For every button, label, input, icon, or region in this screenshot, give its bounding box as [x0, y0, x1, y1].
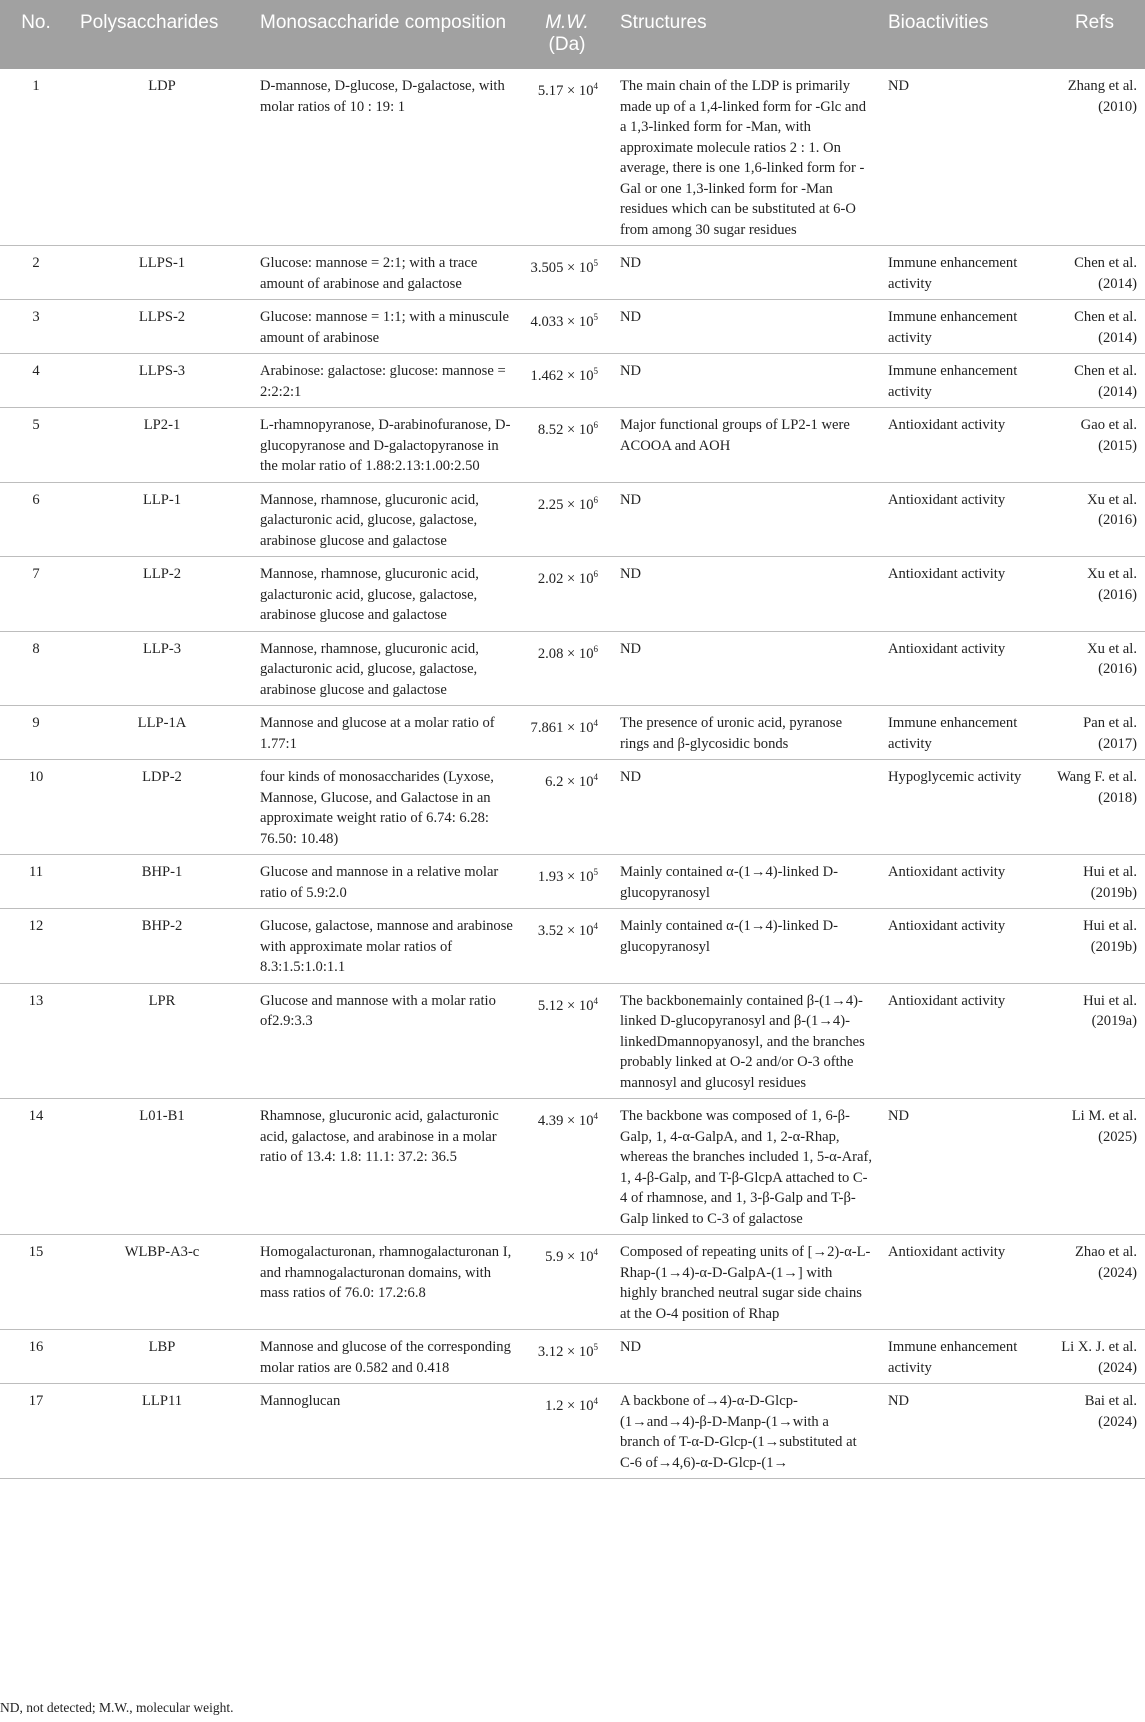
cell-structure: ND — [612, 631, 880, 706]
mw-exponent: 6 — [593, 643, 598, 654]
cell-no: 17 — [0, 1384, 72, 1479]
cell-bioactivity: Immune enhancement activity — [880, 246, 1044, 300]
mw-exponent: 4 — [593, 1247, 598, 1257]
mw-exponent: 4 — [593, 81, 598, 91]
cell-mw — [522, 246, 612, 300]
header-monosaccharide: Monosaccharide composition — [260, 12, 507, 33]
cell-mw — [522, 408, 612, 483]
cell-composition: Mannose, rhamnose, glucuronic acid, galacturonic acid, glucose, galactose, arabinose glucose and galactose — [252, 482, 522, 557]
cell-structure: ND — [612, 1330, 880, 1384]
mw-base: 2.25 × 10 — [537, 496, 594, 513]
table-body — [0, 69, 1145, 1479]
cell-structure: Major functional groups of LP2-1 were ACOOA and AOH — [612, 408, 880, 483]
cell-ref: Bai et al. (2024) — [1044, 1384, 1145, 1479]
mw-base: 8.52 × 10 — [537, 422, 594, 438]
header-refs: Refs — [1074, 12, 1115, 33]
cell-mw — [522, 909, 612, 984]
cell-polysaccharide: LLP-2 — [72, 557, 252, 632]
mw-base: 2.08 × 10 — [537, 645, 594, 662]
table-row — [0, 983, 1145, 1099]
cell-composition: Mannose and glucose of the corresponding molar ratios are 0.582 and 0.418 — [252, 1330, 522, 1384]
table-row — [0, 1384, 1145, 1479]
table-row — [0, 1235, 1145, 1330]
mw-base: 2.02 × 10 — [537, 571, 594, 587]
cell-structure: ND — [612, 354, 880, 408]
cell-mw — [522, 1235, 612, 1330]
cell-ref: Chen et al. (2014) — [1044, 354, 1145, 408]
cell-structure: The presence of uronic acid, pyranose rings and β-glycosidic bonds — [612, 706, 880, 760]
mw-base: 5.12 × 10 — [537, 997, 594, 1014]
cell-structure: Composed of repeating units of [→2)-α-L-Rhap-(1→4)-α-D-GalpA-(1→] with highly branched neutral sugar side chains at the O-4 position of Rhap — [612, 1235, 880, 1330]
cell-ref: Hui et al. (2019b) — [1044, 855, 1145, 909]
cell-structure: ND — [612, 246, 880, 300]
cell-no: 7 — [0, 557, 72, 632]
header-row — [0, 0, 1145, 69]
mw-base: 1.462 × 10 — [530, 368, 594, 384]
cell-composition: Glucose: mannose = 2:1; with a trace amount of arabinose and galactose — [252, 246, 522, 300]
header-polysaccharides: Polysaccharides — [80, 12, 219, 33]
mw-base: 4.39 × 10 — [537, 1113, 594, 1129]
header-mw-unit: (Da) — [548, 34, 586, 55]
cell-mw — [522, 706, 612, 760]
cell-mw — [522, 855, 612, 909]
cell-mw — [522, 1384, 612, 1479]
mw-base: 7.861 × 10 — [530, 720, 594, 736]
cell-ref: Xu et al. (2016) — [1044, 557, 1145, 632]
mw-base: 3.505 × 10 — [530, 260, 594, 276]
cell-ref: Wang F. et al. (2018) — [1044, 760, 1145, 855]
cell-composition: Mannoglucan — [252, 1384, 522, 1479]
cell-bioactivity: Antioxidant activity — [880, 1235, 1044, 1330]
cell-composition: Glucose and mannose in a relative molar ratio of 5.9:2.0 — [252, 855, 522, 909]
table-row — [0, 909, 1145, 984]
cell-ref: Xu et al. (2016) — [1044, 482, 1145, 557]
cell-composition: Glucose and mannose with a molar ratio of2.9:3.3 — [252, 983, 522, 1099]
cell-bioactivity: Antioxidant activity — [880, 909, 1044, 984]
header-structures: Structures — [620, 12, 707, 33]
cell-structure: Mainly contained α-(1→4)-linked D-glucopyranosyl — [612, 855, 880, 909]
cell-ref: Xu et al. (2016) — [1044, 631, 1145, 706]
mw-base: 3.12 × 10 — [537, 1344, 594, 1360]
header-bioactivities: Bioactivities — [888, 12, 989, 33]
cell-polysaccharide: LLPS-2 — [72, 300, 252, 354]
cell-composition: D-mannose, D-glucose, D-galactose, with molar ratios of 10 : 19: 1 — [252, 69, 522, 246]
cell-ref: Li M. et al. (2025) — [1044, 1099, 1145, 1235]
cell-no: 1 — [0, 69, 72, 246]
cell-bioactivity: Antioxidant activity — [880, 482, 1044, 557]
cell-structure: The backbonemainly contained β-(1→4)-linked D-glucopyranosyl and β-(1→4)-linkedDmannopyanosyl, and the branches probably linked at O-2 and/or O-3 ofthe mannosyl and glucosyl residues — [612, 983, 880, 1099]
mw-base: 1.93 × 10 — [537, 869, 594, 885]
cell-no: 9 — [0, 706, 72, 760]
mw-exponent: 4 — [593, 718, 598, 728]
mw-exponent: 4 — [593, 995, 598, 1006]
table-footnote — [0, 1700, 233, 1716]
mw-base: 3.52 × 10 — [537, 923, 594, 939]
cell-mw — [522, 482, 612, 557]
cell-polysaccharide: LBP — [72, 1330, 252, 1384]
cell-composition: Mannose, rhamnose, glucuronic acid, galacturonic acid, glucose, galactose, arabinose glucose and galactose — [252, 631, 522, 706]
header-no: No. — [21, 12, 51, 33]
mw-exponent: 5 — [593, 867, 598, 877]
mw-base: 6.2 × 10 — [545, 774, 594, 790]
cell-polysaccharide: BHP-1 — [72, 855, 252, 909]
header-mw-label: M.W. — [545, 12, 589, 33]
mw-exponent: 5 — [593, 258, 598, 268]
cell-no: 15 — [0, 1235, 72, 1330]
cell-structure: Mainly contained α-(1→4)-linked D-glucopyranosyl — [612, 909, 880, 984]
table-row — [0, 69, 1145, 246]
mw-exponent: 6 — [593, 420, 598, 430]
cell-mw — [522, 557, 612, 632]
cell-composition: Glucose, galactose, mannose and arabinose with approximate molar ratios of 8.3:1.5:1.0:1.1 — [252, 909, 522, 984]
table-row — [0, 246, 1145, 300]
cell-structure: The main chain of the LDP is primarily made up of a 1,4-linked form for -Glc and a 1,3-linked form for -Man, with approximate molecule ratios 2 : 1. On average, there is one 1,6-linked form for -Gal or one 1,3-linked form for -Man residues which can be substituted at 6-O from among 30 sugar residues — [612, 69, 880, 246]
mw-exponent: 5 — [593, 312, 598, 322]
mw-exponent: 5 — [593, 1342, 598, 1352]
cell-mw — [522, 983, 612, 1099]
cell-no: 8 — [0, 631, 72, 706]
cell-no: 5 — [0, 408, 72, 483]
cell-no: 11 — [0, 855, 72, 909]
cell-bioactivity: Immune enhancement activity — [880, 300, 1044, 354]
cell-no: 13 — [0, 983, 72, 1099]
table-row — [0, 706, 1145, 760]
table-row — [0, 300, 1145, 354]
cell-ref: Pan et al. (2017) — [1044, 706, 1145, 760]
cell-polysaccharide: LLP-1A — [72, 706, 252, 760]
cell-bioactivity: Antioxidant activity — [880, 983, 1044, 1099]
cell-ref: Hui et al. (2019a) — [1044, 983, 1145, 1099]
cell-structure: ND — [612, 300, 880, 354]
mw-exponent: 4 — [593, 1396, 598, 1406]
mw-exponent: 4 — [593, 921, 598, 931]
cell-composition: Homogalacturonan, rhamnogalacturonan I, and rhamnogalacturonan domains, with mass ratios of 76.0: 17.2:6.8 — [252, 1235, 522, 1330]
cell-mw — [522, 1099, 612, 1235]
cell-polysaccharide: L01-B1 — [72, 1099, 252, 1235]
mw-exponent: 4 — [593, 772, 598, 782]
cell-mw — [522, 300, 612, 354]
cell-polysaccharide: LLP11 — [72, 1384, 252, 1479]
cell-bioactivity: ND — [880, 1099, 1044, 1235]
cell-ref: Chen et al. (2014) — [1044, 246, 1145, 300]
cell-structure: ND — [612, 557, 880, 632]
cell-ref: Li X. J. et al. (2024) — [1044, 1330, 1145, 1384]
table-row — [0, 631, 1145, 706]
cell-structure: ND — [612, 760, 880, 855]
cell-polysaccharide: LLPS-3 — [72, 354, 252, 408]
mw-base: 5.17 × 10 — [537, 83, 594, 99]
cell-bioactivity: Antioxidant activity — [880, 631, 1044, 706]
cell-no: 10 — [0, 760, 72, 855]
cell-composition: Rhamnose, glucuronic acid, galacturonic acid, galactose, and arabinose in a molar ratio of 13.4: 1.8: 11.1: 37.2: 36.5 — [252, 1099, 522, 1235]
cell-mw — [522, 69, 612, 246]
mw-exponent: 6 — [593, 494, 598, 505]
table-row — [0, 1099, 1145, 1235]
table-row — [0, 855, 1145, 909]
cell-polysaccharide: LPR — [72, 983, 252, 1099]
cell-bioactivity: Immune enhancement activity — [880, 706, 1044, 760]
cell-composition: Mannose, rhamnose, glucuronic acid, galacturonic acid, glucose, galactose, arabinose glucose and galactose — [252, 557, 522, 632]
cell-polysaccharide: LLPS-1 — [72, 246, 252, 300]
mw-exponent: 6 — [593, 569, 598, 579]
cell-no: 6 — [0, 482, 72, 557]
cell-no: 14 — [0, 1099, 72, 1235]
cell-ref: Gao et al. (2015) — [1044, 408, 1145, 483]
footnote-text: ND, not detected; M.W., molecular weight. — [0, 1700, 234, 1715]
cell-ref: Chen et al. (2014) — [1044, 300, 1145, 354]
table-row — [0, 482, 1145, 557]
cell-mw — [522, 354, 612, 408]
cell-no: 3 — [0, 300, 72, 354]
cell-structure: The backbone was composed of 1, 6-β-Galp, 1, 4-α-GalpA, and 1, 2-α-Rhap, whereas the branches included 1, 5-α-Araf, 1, 4-β-Galp, and T-β-GlcpA attached to C-4 of rhamnose, and 1, 3-β-Galp and T-β-Galp linked to C-3 of galactose — [612, 1099, 880, 1235]
cell-bioactivity: Antioxidant activity — [880, 855, 1044, 909]
cell-structure: A backbone of→4)-α-D-Glcp-(1→and→4)-β-D-Manp-(1→with a branch of T-α-D-Glcp-(1→substituted at C-6 of→4,6)-α-D-Glcp-(1→ — [612, 1384, 880, 1479]
table-row — [0, 354, 1145, 408]
table-row — [0, 557, 1145, 632]
cell-polysaccharide: BHP-2 — [72, 909, 252, 984]
cell-mw — [522, 760, 612, 855]
table-row — [0, 1330, 1145, 1384]
cell-mw — [522, 1330, 612, 1384]
cell-bioactivity: Antioxidant activity — [880, 557, 1044, 632]
mw-exponent: 5 — [593, 366, 598, 376]
cell-composition: L-rhamnopyranose, D-arabinofuranose, D-glucopyranose and D-galactopyranose in the molar ratio of 1.88:2.13:1.00:2.50 — [252, 408, 522, 483]
header-mw — [522, 0, 612, 69]
mw-base: 4.033 × 10 — [530, 314, 594, 330]
cell-bioactivity: Immune enhancement activity — [880, 1330, 1044, 1384]
cell-bioactivity: Hypoglycemic activity — [880, 760, 1044, 855]
cell-bioactivity: ND — [880, 1384, 1044, 1479]
cell-bioactivity: ND — [880, 69, 1044, 246]
cell-ref: Zhang et al. (2010) — [1044, 69, 1145, 246]
cell-composition: Mannose and glucose at a molar ratio of 1.77:1 — [252, 706, 522, 760]
table-row — [0, 760, 1145, 855]
cell-ref: Hui et al. (2019b) — [1044, 909, 1145, 984]
mw-base: 1.2 × 10 — [545, 1398, 594, 1414]
cell-no: 12 — [0, 909, 72, 984]
cell-composition: Arabinose: galactose: glucose: mannose = 2:2:2:1 — [252, 354, 522, 408]
cell-ref: Zhao et al. (2024) — [1044, 1235, 1145, 1330]
mw-exponent: 4 — [593, 1111, 598, 1121]
cell-polysaccharide: LLP-3 — [72, 631, 252, 706]
mw-base: 5.9 × 10 — [545, 1249, 594, 1265]
cell-composition: Glucose: mannose = 1:1; with a minuscule amount of arabinose — [252, 300, 522, 354]
cell-no: 16 — [0, 1330, 72, 1384]
cell-polysaccharide: LLP-1 — [72, 482, 252, 557]
cell-bioactivity: Antioxidant activity — [880, 408, 1044, 483]
cell-polysaccharide: LP2-1 — [72, 408, 252, 483]
cell-no: 2 — [0, 246, 72, 300]
cell-polysaccharide: LDP-2 — [72, 760, 252, 855]
cell-bioactivity: Immune enhancement activity — [880, 354, 1044, 408]
cell-no: 4 — [0, 354, 72, 408]
table-row — [0, 408, 1145, 483]
cell-mw — [522, 631, 612, 706]
cell-polysaccharide: LDP — [72, 69, 252, 246]
cell-composition: four kinds of monosaccharides (Lyxose, Mannose, Glucose, and Galactose in an approximate weight ratio of 6.74: 6.28: 76.50: 10.48) — [252, 760, 522, 855]
cell-structure: ND — [612, 482, 880, 557]
cell-polysaccharide: WLBP-A3-c — [72, 1235, 252, 1330]
